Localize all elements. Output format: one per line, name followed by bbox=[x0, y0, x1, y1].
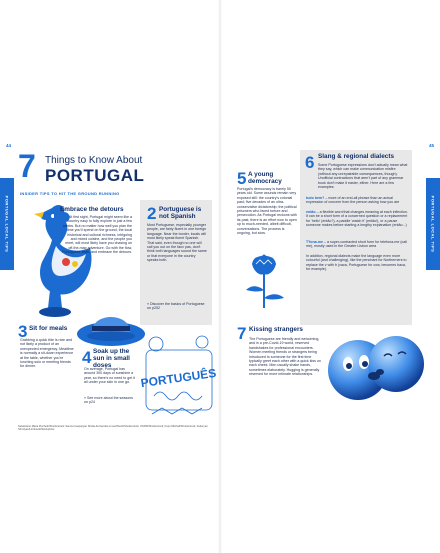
tip2-link[interactable]: » Discover the basics of Portuguese on p252 bbox=[147, 302, 205, 311]
kissing-emojis-illustration bbox=[324, 318, 428, 412]
tip6-term-2 bbox=[306, 210, 408, 228]
title-line2: PORTUGAL bbox=[45, 166, 145, 185]
tip4-heading: Soak up the sun in small doses bbox=[93, 348, 130, 369]
tip7-heading: Kissing strangers bbox=[249, 326, 303, 333]
carnation-illustration bbox=[236, 250, 292, 310]
side-tab-label: PORTUGAL LOCAL TIPS bbox=[430, 195, 436, 253]
term-definition: – a flexible word that changes meaning at each inflection. It can be a short form of a concerned question or a replacement for 'hello' (entāo?), a paddle 'watch it' (entāo!), or a pause someone makes before starting a lengthy explanation (entāo...) bbox=[306, 210, 408, 228]
tip5-number: 5 bbox=[237, 169, 247, 188]
tip5-heading: A young democracy bbox=[248, 171, 282, 185]
tip7-body: The Portuguese are friendly and welcoming, and in a pre-Covid-19 world, reserved handshakes for professional encounters. Women meeting friends or strangers being introduced to someone for the first time typically greet each other with a quick kiss on each cheek. Men usually shake hands, sometimes elaborately. Hugging is generally reserved for more intimate relationships. bbox=[249, 337, 321, 377]
sun-hat-illustration bbox=[76, 304, 146, 350]
tip4-body: On average, Portugal has around 300 days of sunshine a year, so there's no need to get it all under your skin in one go. bbox=[84, 367, 136, 385]
term-definition: – a super-contracted short form for telefona-me (call me), mostly used in the Greater Lisbon area bbox=[306, 240, 407, 249]
title-subtitle: INSIDER TIPS TO HIT THE GROUND RUNNING bbox=[20, 191, 120, 196]
tip4-link[interactable]: » See more about the seasons on p24 bbox=[84, 396, 133, 405]
svg-text:PORTUGUÊS: PORTUGUÊS bbox=[140, 365, 218, 391]
tip6-term-1 bbox=[306, 196, 408, 205]
tip2-number: 2 bbox=[147, 204, 157, 223]
tip5-body: Portugal's democracy is barely 50 years old. Some wounds remain very exposed still: the country's colonial past; five decades of an ultra-conservative dictatorship; the political prisoners who faced torture and persecution. As Portugal reckons with its past, there is an effort now to open up to much-needed, albeit difficult, conversations. The process is ongoing, but slow. bbox=[237, 187, 297, 236]
tip6-outro: In addition, regional dialects make the language even more colourful (and challenging), like the penchant for Northerners to replace the v with b (vaca, Portuguese for cow, becomes baca, for example). bbox=[306, 254, 407, 272]
side-tab-label: PORTUGAL LOCAL TIPS bbox=[4, 195, 10, 253]
page-fold bbox=[218, 0, 222, 553]
side-tab-right bbox=[426, 178, 440, 270]
tip6-number: 6 bbox=[305, 153, 315, 172]
tip1-heading: Embrace the detours bbox=[60, 206, 124, 213]
term-label: entāo bbox=[306, 210, 316, 214]
tip6-heading: Slang & regional dialects bbox=[318, 153, 394, 160]
tip4-number: 4 bbox=[82, 348, 92, 367]
page-number-right: 45 bbox=[428, 143, 434, 148]
page-number-left: 44 bbox=[6, 143, 12, 148]
tip6-term-3 bbox=[306, 240, 408, 249]
tip1-body: At first sight, Portugal might seem like a country easy to fully explore in just a few weeks. But no matter how well you plan the time you'll spend on the ground, the local historical and cultural richness, intriguing and mixed cuisine, and the people you meet, will most likely have you chasing on off-the-map adventure. Go with the flow, Portuguese style, and embrace the detours. bbox=[62, 215, 132, 255]
tip3-number: 3 bbox=[18, 322, 28, 341]
tip7-number: 7 bbox=[237, 324, 247, 343]
term-label: T'fona-me bbox=[306, 240, 324, 244]
photo-credits: Sebastiano Maria Piochetti/Shutterstock; Samira Gasparyan Sheila-Fernandes-Lmeo/iStock/Shutterstock; OSDW/Shutterstock; Kupo Mitchell/Shutterstock; Fedoryan Shmityan/Lionbook/iStockphoto bbox=[18, 425, 208, 432]
tip3-heading: Sit for meals bbox=[29, 325, 68, 332]
title-line1: Things to Know About bbox=[45, 155, 143, 166]
term-definition: – more of an end-all phrase than an actual expression of concern from the person asking how you are bbox=[306, 196, 400, 205]
term-label: tudo bem? bbox=[306, 196, 325, 200]
tip1-number: 1 bbox=[50, 206, 60, 225]
portugues-doodle-illustration bbox=[140, 330, 218, 424]
tip2-heading: Portuguese is not Spanish bbox=[159, 206, 202, 220]
tip6-intro: Some Portuguese expressions don't actually mean what they say, which can make communication misfire (without any unrepairable consequences, though). Unofficial contractions that aren't part of any grammar book don't make it easier, either. Here are a few examples: bbox=[318, 163, 408, 190]
title-number: 7 bbox=[18, 148, 36, 184]
side-tab-left bbox=[0, 178, 14, 270]
tip2-body: Most Portuguese, especially younger people, are fairly fluent in one foreign language. Near the border, locals will most likely speak fluent Spanish. That said, even though no one will call you out on the faux pas, don't think both languages sound the same or that everyone in the country speaks both. bbox=[147, 223, 207, 263]
tip3-body: Grabbing a quick bite is rare and not likely a product of an unexpected emergency. Mealtime is normally a sit-down experience at the table, whether you're lunching solo or meeting friends for dinner. bbox=[20, 338, 74, 369]
